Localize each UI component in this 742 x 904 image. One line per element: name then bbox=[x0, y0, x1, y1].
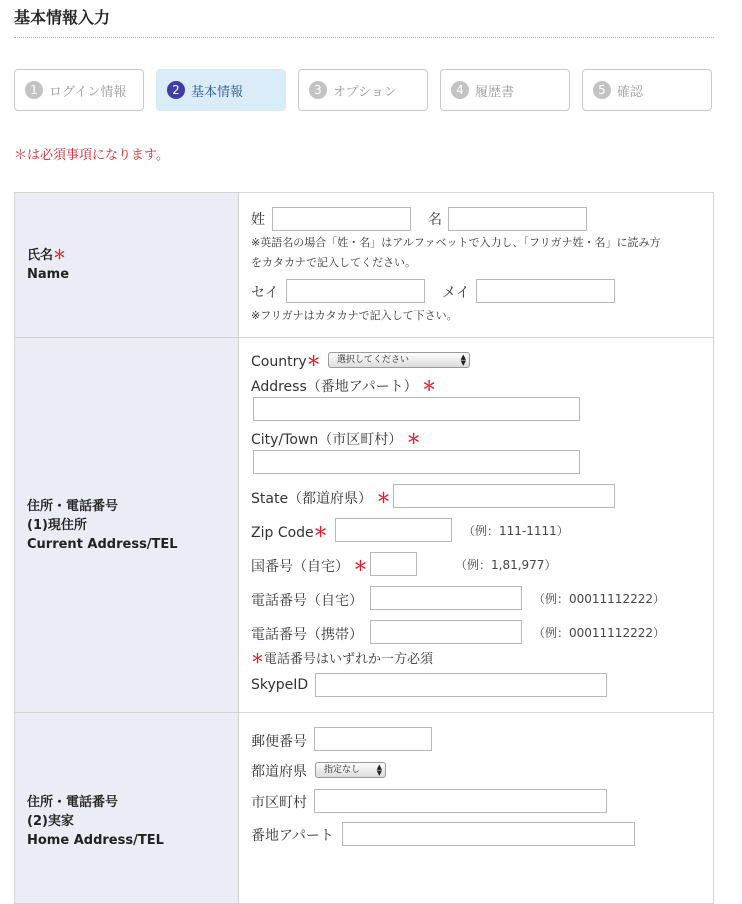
name-field-cell bbox=[239, 193, 714, 338]
skype-input[interactable] bbox=[315, 673, 607, 697]
step-number: 2 bbox=[167, 81, 185, 99]
country-label: Country＊ bbox=[251, 354, 321, 370]
current-address-label-cell bbox=[15, 338, 239, 713]
required-note: ＊は必須事項になります。 bbox=[14, 148, 169, 163]
state-label: State（都道府県） ＊ bbox=[251, 491, 391, 507]
required-asterisk-icon: ＊ bbox=[422, 379, 437, 395]
current-address-label-line1: 住所・電話番号 bbox=[27, 498, 119, 514]
home-city-label: 市区町村 bbox=[251, 795, 307, 811]
mobile-phone-input[interactable] bbox=[370, 620, 522, 644]
required-asterisk-icon: ＊ bbox=[306, 354, 321, 370]
select-arrows-icon: ▲ ▼ bbox=[376, 763, 382, 777]
step-resume bbox=[440, 69, 570, 111]
phone-required-note: ＊電話番号はいずれか一方必須 bbox=[251, 652, 434, 667]
registration-form bbox=[14, 192, 714, 904]
current-address-label-line3: Current Address/TEL bbox=[27, 536, 178, 552]
title-divider bbox=[14, 37, 714, 38]
home-street-label: 番地アパート bbox=[251, 828, 334, 844]
select-arrows-icon: ▲ ▼ bbox=[460, 353, 466, 367]
skype-label: SkypeID bbox=[251, 677, 309, 693]
step-label: オプション bbox=[333, 84, 397, 100]
step-basic-info bbox=[156, 69, 286, 111]
country-select[interactable] bbox=[328, 352, 470, 368]
required-asterisk-icon: ＊ bbox=[353, 559, 368, 575]
country-code-label: 国番号（自宅） ＊ bbox=[251, 559, 368, 575]
home-city-input[interactable] bbox=[314, 789, 607, 813]
step-number: 1 bbox=[25, 81, 43, 99]
required-asterisk-icon: ＊ bbox=[313, 525, 328, 541]
state-input[interactable] bbox=[393, 484, 615, 508]
step-number: 3 bbox=[309, 81, 327, 99]
kana-note: ※フリガナはカタカナで記入して下さい。 bbox=[251, 309, 458, 322]
page-title: 基本情報入力 bbox=[14, 8, 111, 27]
prefecture-select-value: 指定なし bbox=[324, 765, 361, 775]
home-phone-label: 電話番号（自宅） bbox=[251, 593, 363, 609]
step-options bbox=[298, 69, 428, 111]
step-login-info bbox=[14, 69, 144, 111]
country-code-input[interactable] bbox=[370, 552, 417, 576]
kana-sei-label: セイ bbox=[251, 285, 279, 301]
mei-label: 名 bbox=[428, 212, 442, 228]
mobile-phone-label: 電話番号（携帯） bbox=[251, 627, 363, 643]
address-input[interactable] bbox=[253, 397, 580, 421]
postal-code-label: 郵便番号 bbox=[251, 734, 307, 750]
home-street-input[interactable] bbox=[342, 822, 635, 846]
step-number: 4 bbox=[451, 81, 469, 99]
name-note-line2: をカタカナで記入してください。 bbox=[251, 256, 416, 269]
home-phone-input[interactable] bbox=[370, 586, 522, 610]
home-address-label-line3: Home Address/TEL bbox=[27, 833, 164, 848]
name-label-cell bbox=[15, 193, 239, 338]
step-label: 確認 bbox=[617, 84, 644, 100]
postal-code-input[interactable] bbox=[314, 727, 432, 751]
step-label: ログイン情報 bbox=[49, 84, 127, 100]
kana-mei-label: メイ bbox=[442, 285, 470, 301]
home-address-label-line1: 住所・電話番号 bbox=[27, 795, 119, 810]
kana-first-name-input[interactable] bbox=[476, 279, 615, 303]
name-note-line1: ※英語名の場合「姓・名」はアルファベットで入力し、「フリガナ姓・名」に読み方 bbox=[251, 236, 661, 249]
home-phone-example: （例：00011112222） bbox=[533, 592, 665, 606]
prefecture-label: 都道府県 bbox=[251, 764, 307, 780]
home-address-label-cell bbox=[15, 713, 239, 904]
step-label: 基本情報 bbox=[191, 84, 244, 100]
country-code-example: （例：1,81,977） bbox=[455, 558, 557, 572]
required-asterisk-icon: ＊ bbox=[376, 491, 391, 507]
required-asterisk-icon: ＊ bbox=[251, 652, 265, 667]
name-label-jp: 氏名 bbox=[27, 248, 54, 263]
current-address-label-line2: (1)現住所 bbox=[27, 517, 87, 533]
city-label: City/Town（市区町村） ＊ bbox=[251, 432, 421, 448]
first-name-input[interactable] bbox=[448, 207, 587, 231]
required-asterisk-icon: ＊ bbox=[53, 248, 67, 263]
zip-example: （例：111-1111） bbox=[463, 524, 569, 538]
zip-label: Zip Code＊ bbox=[251, 525, 328, 541]
home-address-label-line2: (2)実家 bbox=[27, 814, 74, 829]
home-address-field-cell bbox=[239, 713, 714, 904]
kana-last-name-input[interactable] bbox=[286, 279, 425, 303]
step-indicator bbox=[14, 69, 714, 113]
sei-label: 姓 bbox=[251, 212, 265, 228]
city-input[interactable] bbox=[253, 450, 580, 474]
step-number: 5 bbox=[593, 81, 611, 99]
last-name-input[interactable] bbox=[272, 207, 411, 231]
country-select-value: 選択してください bbox=[337, 355, 410, 365]
zip-input[interactable] bbox=[335, 518, 452, 542]
required-asterisk-icon: ＊ bbox=[406, 432, 421, 448]
prefecture-select[interactable] bbox=[315, 762, 386, 778]
step-label: 履歴書 bbox=[475, 84, 515, 100]
current-address-field-cell bbox=[239, 338, 714, 713]
mobile-phone-example: （例：00011112222） bbox=[533, 626, 665, 640]
address-label: Address（番地アパート） ＊ bbox=[251, 379, 437, 395]
name-label-en: Name bbox=[27, 267, 70, 282]
step-confirm bbox=[582, 69, 712, 111]
